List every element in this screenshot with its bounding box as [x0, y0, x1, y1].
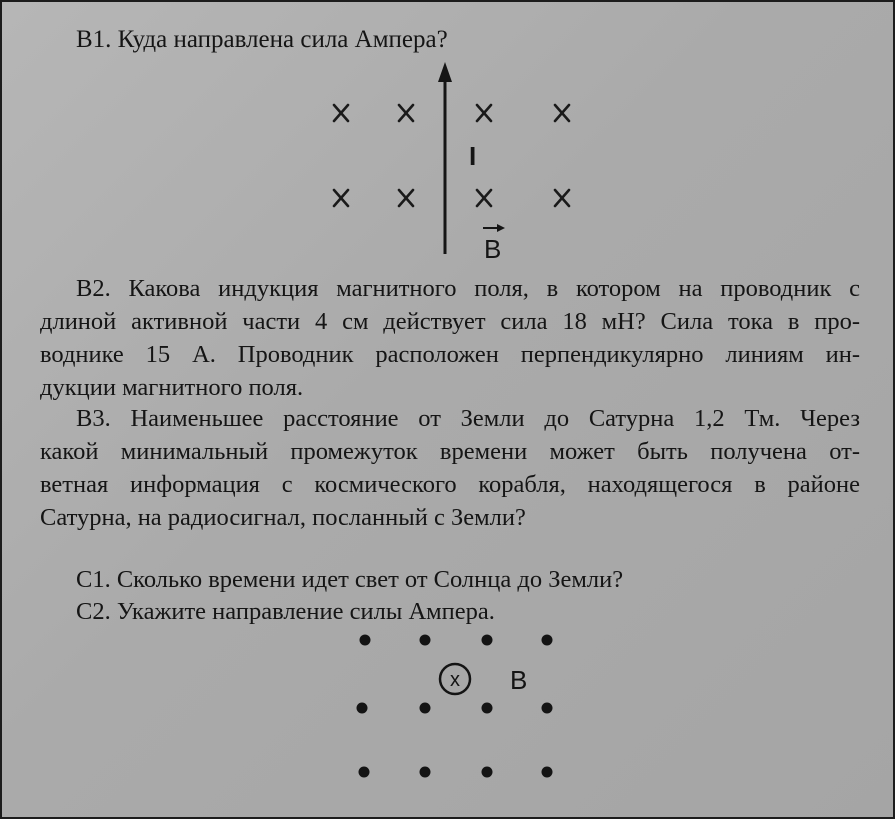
question-b2-line: длиной активной части 4 см действует сила 18 мН? Сила тока в про- [40, 308, 860, 335]
field-dot-mark [542, 767, 553, 778]
question-b1-title: В1. Куда направлена сила Ампера? [76, 26, 448, 53]
field-label-c2: B [510, 665, 528, 695]
field-dot-mark [420, 703, 431, 714]
field-dot-mark [482, 635, 493, 646]
question-b3-line: В3. Наименьшее расстояние от Земли до Сатурна 1,2 Тм. Через [76, 405, 860, 432]
c2-dots [357, 635, 553, 778]
field-dot-mark [542, 635, 553, 646]
field-dot-mark [357, 703, 368, 714]
field-dot-mark [420, 767, 431, 778]
field-dot-mark [482, 767, 493, 778]
question-b3-line: Сатурна, на радиосигнал, посланный с Земли? [40, 504, 526, 531]
question-b2-line: воднике 15 А. Проводник расположен перпендикулярно линиям ин- [40, 341, 860, 368]
question-b2-line: дукции магнитного поля. [40, 374, 304, 401]
field-dot-mark [360, 635, 371, 646]
field-dot-mark [359, 767, 370, 778]
field-label-b1: B [484, 234, 502, 264]
conductor-cross-symbol: x [450, 669, 460, 691]
question-b2-line: В2. Какова индукция магнитного поля, в котором на проводник с [76, 275, 860, 302]
current-label: I [469, 141, 477, 171]
field-dot-mark [482, 703, 493, 714]
question-c1: С1. Сколько времени идет свет от Солнца до Земли? [76, 566, 624, 593]
question-b3-line: ветная информация с космического корабля, находящегося в районе [40, 471, 860, 498]
question-b3-line: какой минимальный промежуток времени может быть получена от- [40, 438, 860, 465]
question-c2: С2. Укажите направление силы Ампера. [76, 598, 495, 625]
diagram-c2 [2, 2, 895, 819]
field-dot-mark [542, 703, 553, 714]
field-dot-mark [420, 635, 431, 646]
